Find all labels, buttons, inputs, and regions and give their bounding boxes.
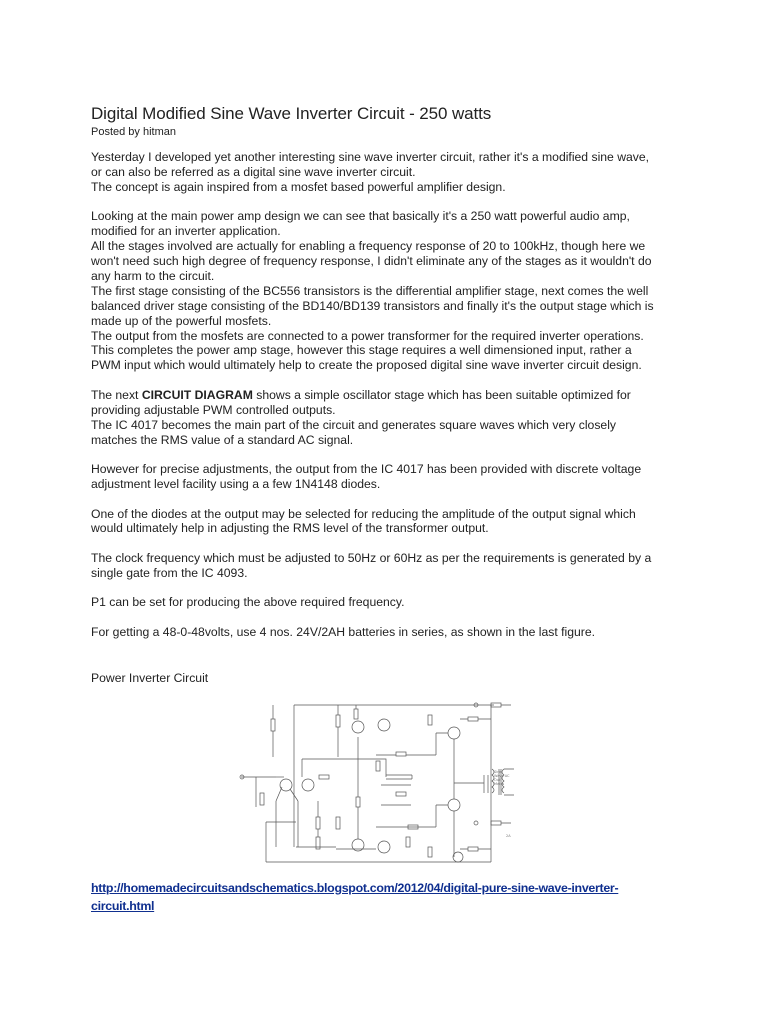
text-segment: shows a simple oscillator stage which has been suitable optimized for	[252, 387, 631, 402]
text-line: Looking at the main power amp design we can see that basically it's a 250 watt powerful audio amp,	[91, 209, 630, 224]
text-line: The first stage consisting of the BC556 transistors is the differential amplifier stage, next comes the well	[91, 283, 649, 298]
text-line: single gate from the IC 4093.	[91, 565, 248, 580]
paragraph-6	[91, 551, 691, 581]
text-line: made up of the powerful mosfets.	[91, 313, 272, 328]
link-line[interactable]: circuit.html	[91, 899, 155, 913]
byline: Posted by hitman	[91, 126, 176, 138]
text-line: modified for an inverter application.	[91, 224, 281, 239]
text-line: adjustment level facility using a a few 1N4148 diodes.	[91, 477, 381, 491]
text-line: For getting a 48-0-48volts, use 4 nos. 24V/2AH batteries in series, as shown in the last figure.	[91, 624, 596, 639]
text-line: providing adjustable PWM controlled outputs.	[91, 402, 336, 417]
circuit-diagram-emphasis: CIRCUIT DIAGRAM	[141, 387, 253, 402]
paragraph-5	[91, 507, 691, 537]
svg-text:Mains: Mains	[494, 782, 505, 786]
text-line: All the stages involved are actually for enabling a frequency response of 20 to 100kHz, though here we	[91, 239, 646, 254]
text-line: PWM input which would ultimately help to create the proposed digital sine wave inverter circuit design.	[91, 358, 642, 373]
paragraph-2	[91, 209, 691, 373]
svg-text:Out: Out	[494, 778, 501, 782]
paragraph-4	[91, 462, 691, 492]
text-line: won't need such high degree of frequency response, I didn't eliminate any of the stages as it wouldn't do	[91, 254, 652, 269]
power-inverter-circuit-diagram	[236, 697, 521, 871]
link-line[interactable]: http://homemadecircuitsandschematics.blogspot.com/2012/04/digital-pure-sine-wave-inverter-	[91, 881, 619, 895]
text-line: or can also be referred as a digital sine wave inverter circuit.	[91, 164, 416, 179]
paragraph-3	[91, 388, 691, 448]
text-line: P1 can be set for producing the above required frequency.	[91, 595, 405, 610]
page-title: Digital Modified Sine Wave Inverter Circuit - 250 watts	[91, 104, 492, 123]
text-line: However for precise adjustments, the output from the IC 4017 has been provided with discrete voltage	[91, 462, 642, 477]
text-line: balanced driver stage consisting of the BD140/BD139 transistors and finally it's the output stage which is	[91, 298, 654, 313]
paragraph-1	[91, 150, 691, 195]
text-segment: The next	[91, 387, 142, 402]
text-line: any harm to the circuit.	[91, 268, 215, 283]
text-line: One of the diodes at the output may be selected for reducing the amplitude of the output signal which	[91, 506, 636, 521]
text-line: This completes the power amp stage, however this stage requires a well dimensioned input, rather a	[91, 343, 632, 358]
source-link[interactable]	[91, 879, 651, 915]
figure-caption: Power Inverter Circuit	[91, 670, 209, 685]
paragraph-7	[91, 595, 691, 610]
text-line: The IC 4017 becomes the main part of the circuit and generates square waves which very closely	[91, 417, 617, 432]
text-line: Yesterday I developed yet another interesting sine wave inverter circuit, rather it's a modified sine wave,	[91, 150, 650, 164]
article	[91, 104, 691, 686]
svg-text:Sine: Sine	[494, 770, 502, 774]
text-line	[91, 388, 691, 403]
svg-text:Wave AC: Wave AC	[494, 774, 510, 778]
text-line: The concept is again inspired from a mosfet based powerful amplifier design.	[91, 179, 506, 194]
text-line: matches the RMS value of a standard AC signal.	[91, 432, 354, 447]
svg-text:2A: 2A	[506, 834, 511, 838]
paragraph-8	[91, 625, 691, 640]
text-line: The clock frequency which must be adjusted to 50Hz or 60Hz as per the requirements is generated by a	[91, 550, 652, 565]
text-line: would ultimately help in adjusting the RMS level of the transformer output.	[91, 521, 489, 536]
text-line: The output from the mosfets are connected to a power transformer for the required inverter operations.	[91, 328, 644, 343]
